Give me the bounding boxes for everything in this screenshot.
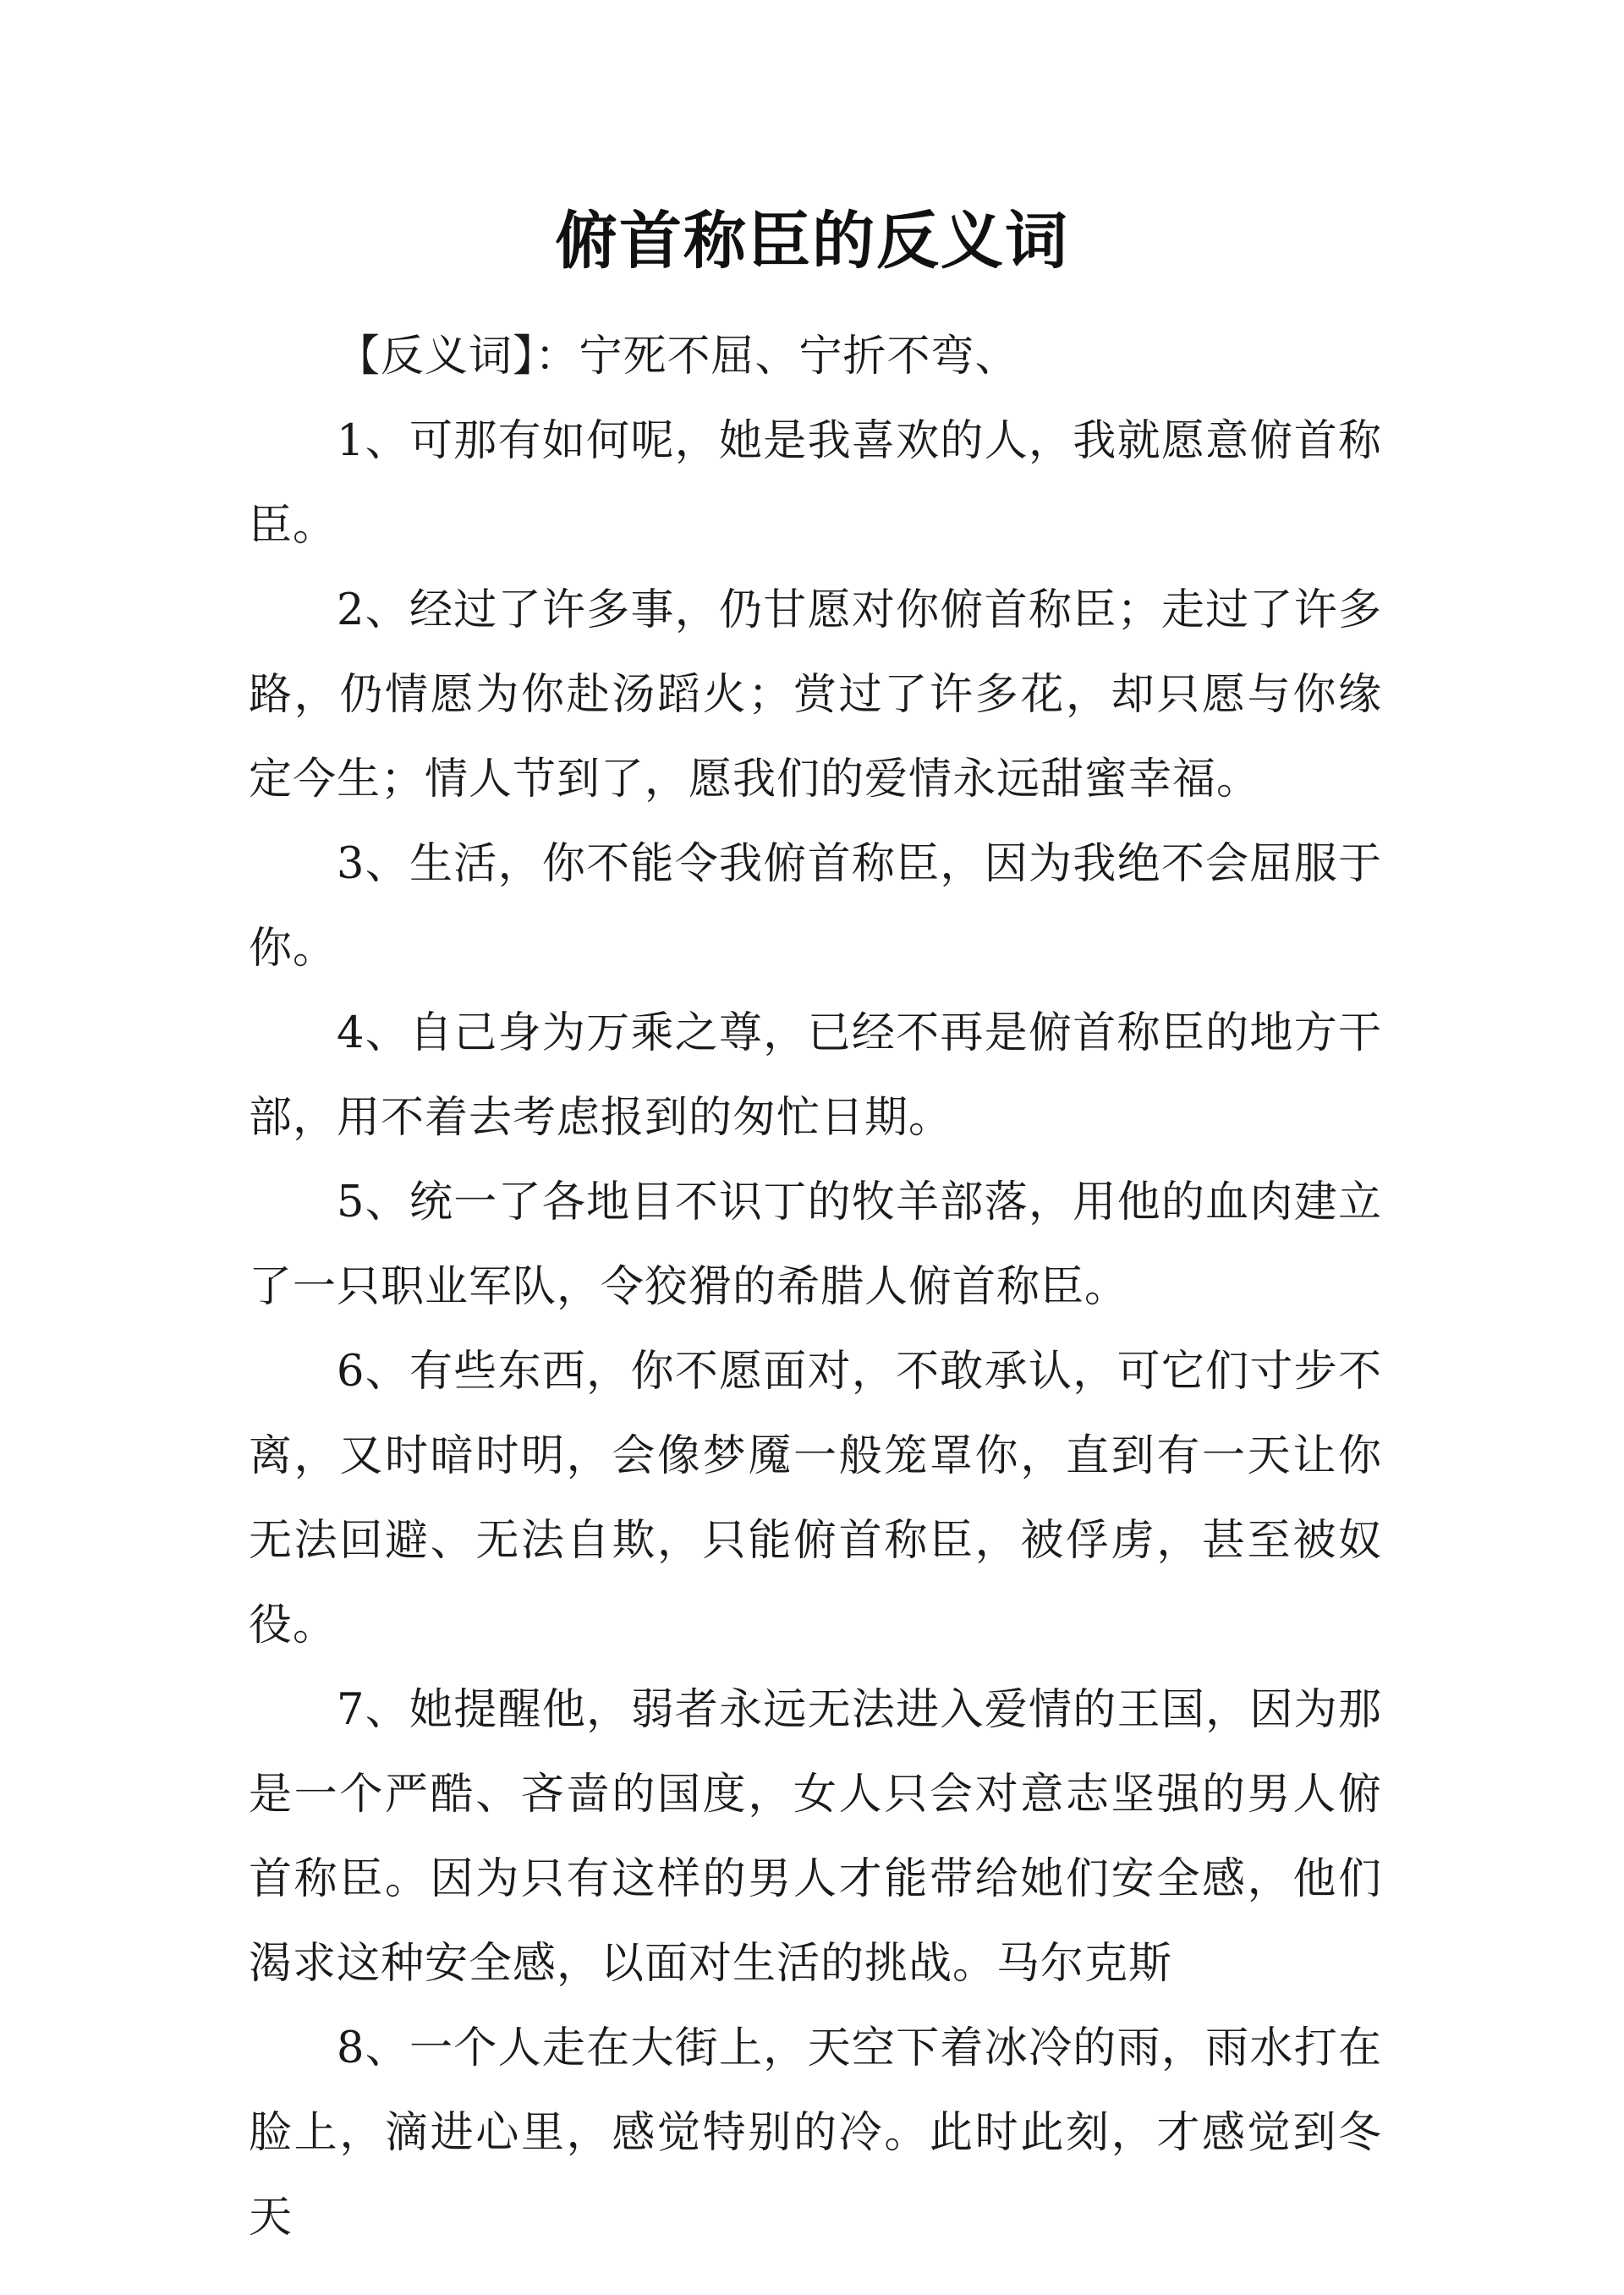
paragraph-example-1: 1、可那有如何呢，她是我喜欢的人，我就愿意俯首称臣。 <box>249 416 1382 551</box>
document-body <box>249 315 1382 2260</box>
paragraph-example-8: 8、一个人走在大街上，天空下着冰冷的雨，雨水打在脸上，滴进心里，感觉特别的冷。此时此刻，才感觉到冬天 <box>249 2023 1382 2243</box>
paragraph-example-7: 7、她提醒他，弱者永远无法进入爱情的王国，因为那是一个严酷、吝啬的国度，女人只会对意志坚强的男人俯首称臣。因为只有这样的男人才能带给她们安全感，他们渴求这种安全感，以面对生活的挑战。马尔克斯 <box>249 1685 1382 1989</box>
paragraph-example-2: 2、经过了许多事，仍甘愿对你俯首称臣；走过了许多路，仍情愿为你赴汤蹈火；赏过了许多花，却只愿与你缘定今生；情人节到了，愿我们的爱情永远甜蜜幸福。 <box>249 585 1382 804</box>
paragraph-example-6: 6、有些东西，你不愿面对，不敢承认，可它们寸步不离，又时暗时明，会像梦魇一般笼罩你，直到有一天让你无法回避、无法自欺，只能俯首称臣，被俘虏，甚至被奴役。 <box>249 1347 1382 1650</box>
paragraph-example-4: 4、自己身为万乘之尊，已经不再是俯首称臣的地方干部，用不着去考虑报到的匆忙日期。 <box>249 1008 1382 1143</box>
document-title: 俯首称臣的反义词 <box>555 205 1069 277</box>
paragraph-example-3: 3、生活，你不能令我俯首称臣，因为我绝不会屈服于你。 <box>249 839 1382 974</box>
paragraph-example-5: 5、统一了各地目不识丁的牧羊部落，用他的血肉建立了一只职业军队，令狡猾的希腊人俯首称臣。 <box>249 1178 1382 1312</box>
paragraph-antonyms: 【反义词】：宁死不屈、宁折不弯、 <box>337 332 1019 382</box>
